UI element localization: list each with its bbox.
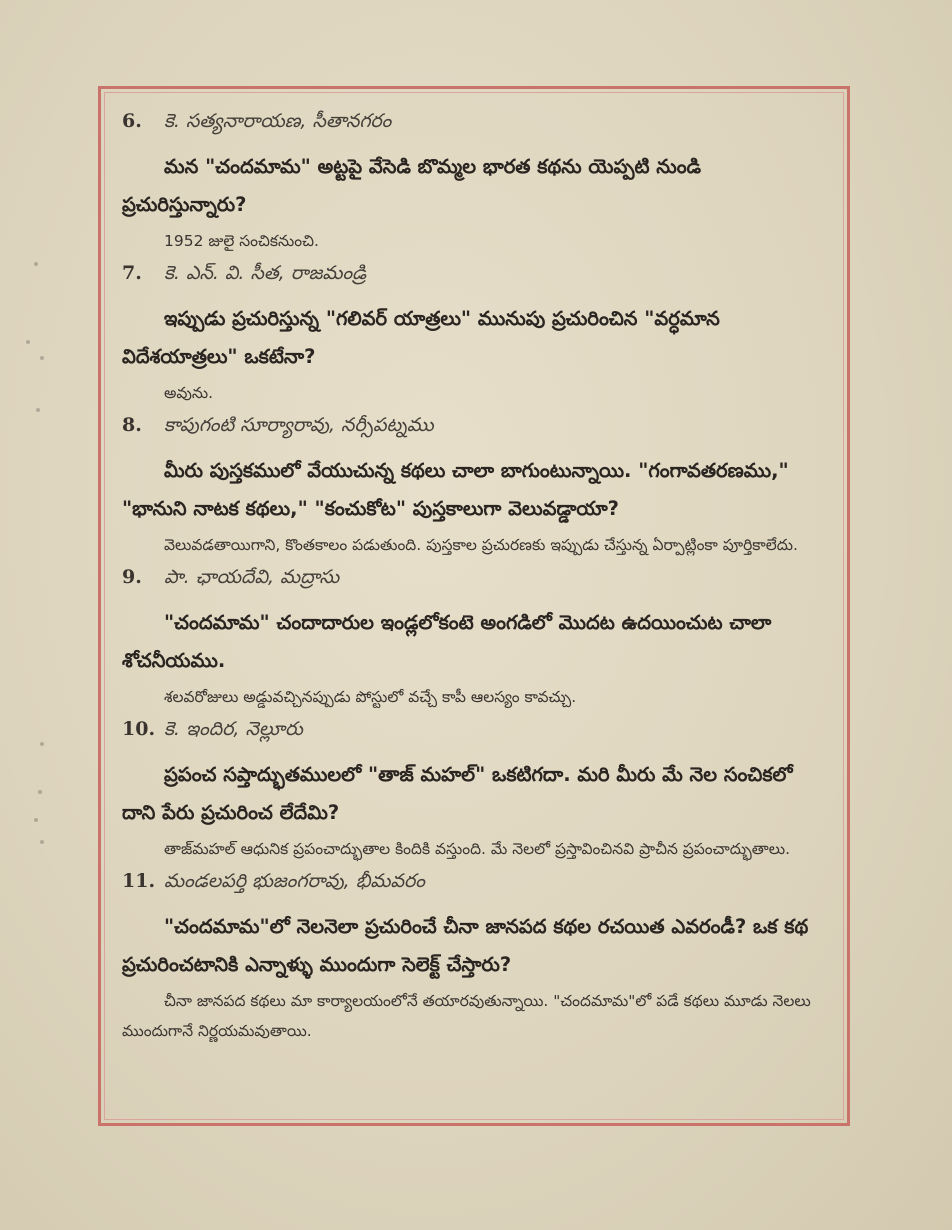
- paper-speck: [36, 408, 40, 412]
- paper-speck: [40, 742, 44, 746]
- entry-question: "చందమామ"లో నెలనెలా ప్రచురించే చీనా జానపద కథల రచయిత ఎవరండీ? ఒక కథ ప్రచురించటానికి ఎన్నాళ్ళు ముందుగా సెలెక్ట్ చేస్తారు?: [122, 915, 809, 976]
- qa-column: [122, 110, 822, 1052]
- paper-speck: [34, 818, 38, 822]
- entry-header: [122, 110, 822, 146]
- qa-entry: [122, 414, 822, 560]
- paper-speck: [34, 262, 38, 266]
- entry-number: 11.: [122, 870, 156, 892]
- qa-entry: [122, 718, 822, 864]
- qa-entry: [122, 566, 822, 712]
- entry-asker: పా. ఛాయదేవి, మద్రాసు: [164, 566, 340, 588]
- entry-number: 8.: [122, 414, 142, 436]
- entry-question: ప్రపంచ సప్తాద్భుతములలో "తాజ్ మహల్" ఒకటిగదా. మరి మీరు మే నెల సంచికలో దాని పేరు ప్రచురించ లేదేమి?: [122, 763, 793, 824]
- paper-speck: [40, 356, 44, 360]
- entry-header: [122, 718, 822, 754]
- entry-answer: శలవరోజులు అడ్డువచ్చినప్పుడు పోస్టులో వచ్చే కాపీ ఆలస్యం కావచ్చు.: [164, 688, 577, 706]
- paper-speck: [40, 840, 44, 844]
- entry-answer: తాజ్‌మహల్ ఆధునిక ప్రపంచాద్భుతాల కిందికి వస్తుంది. మే నెలలో ప్రస్తావించినవి ప్రాచీన ప్రపంచాద్భుతాలు.: [164, 840, 791, 858]
- qa-entry: [122, 870, 822, 1046]
- paper-speck: [38, 790, 42, 794]
- entry-question: మన "చందమామ" అట్టపై వేసెడి బొమ్మల భారత కథను యెప్పటి నుండి ప్రచురిస్తున్నారు?: [122, 155, 702, 216]
- entry-number: 10.: [122, 718, 156, 740]
- entry-answer: వెలువడతాయిగాని, కొంతకాలం పడుతుంది. పుస్తకాల ప్రచురణకు ఇప్పుడు చేస్తున్న ఏర్పాట్లింకా పూర్తికాలేదు.: [164, 536, 798, 554]
- entry-number: 9.: [122, 566, 142, 588]
- entry-answer: చీనా జానపద కథలు మా కార్యాలయంలోనే తయారవుతున్నాయి. "చందమామ"లో పడే కథలు మూడు నెలలు ముందుగానే నిర్ణయమవుతాయి.: [122, 992, 811, 1040]
- entry-asker: కె. ఎన్. వి. సీత, రాజమండ్రి: [164, 262, 367, 284]
- entry-question: "చందమామ" చందాదారుల ఇండ్లలోకంటె అంగడిలో మొదట ఉదయించుట చాలా శోచనీయము.: [122, 611, 772, 672]
- qa-entry: [122, 110, 822, 256]
- entry-question: ఇప్పుడు ప్రచురిస్తున్న "గలివర్ యాత్రలు" మునుపు ప్రచురించిన "వర్ధమాన విదేశయాత్రలు" ఒకటేనా?: [122, 307, 720, 368]
- entry-answer: అవును.: [164, 384, 214, 402]
- entry-header: [122, 262, 822, 298]
- entry-header: [122, 566, 822, 602]
- entry-header: [122, 870, 822, 906]
- entry-answer: 1952 జులై సంచికనుంచి.: [164, 232, 319, 250]
- entry-number: 7.: [122, 262, 142, 284]
- entry-question: మీరు పుస్తకములో వేయుచున్న కథలు చాలా బాగుంటున్నాయి. "గంగావతరణము," "భానుని నాటక కథలు," "కంచుకోట" పుస్తకాలుగా వెలువడ్డాయా?: [122, 459, 789, 520]
- entry-asker: కె. ఇందిర, నెల్లూరు: [164, 718, 303, 740]
- entry-asker: కె. సత్యనారాయణ, సీతానగరం: [164, 110, 392, 132]
- entry-header: [122, 414, 822, 450]
- entry-number: 6.: [122, 110, 142, 132]
- entry-asker: కాపుగంటి సూర్యారావు, నర్సీపట్నము: [164, 414, 434, 436]
- qa-entry: [122, 262, 822, 408]
- paper-speck: [26, 340, 30, 344]
- entry-asker: మండలపర్తి భుజంగరావు, భీమవరం: [164, 870, 425, 892]
